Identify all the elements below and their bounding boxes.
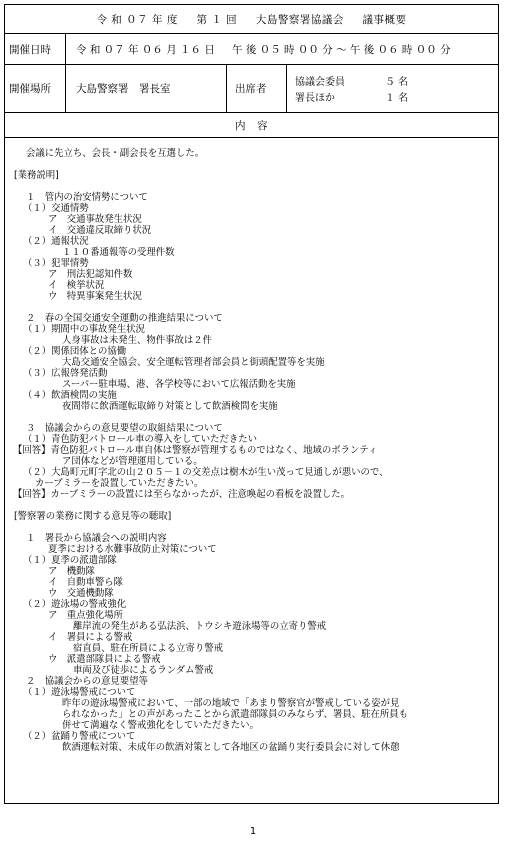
- body-line: ２ 春の全国交通安全運動の推進結果について: [26, 313, 223, 324]
- body-line: ウ 交通機動隊: [48, 588, 114, 599]
- body-line: （１）交通情勢: [23, 203, 89, 214]
- body-line: イ 署員による警戒: [48, 632, 133, 643]
- body-line: （２）大島町元町字北の山２０５－１の交差点は樹木が生い茂って見通しが悪いので、: [23, 467, 389, 478]
- attendee-role: 協議会委員: [295, 77, 345, 88]
- attendee-count: ５ 名: [385, 77, 409, 88]
- page-number: 1: [249, 826, 257, 837]
- body-line: 【回答】カーブミラーの設置には至らなかったが、注意喚起の看板を設置した。: [13, 489, 351, 500]
- place-value: 大島警察署 署長室: [66, 65, 227, 112]
- section-heading: [警察署の業務に関する意見等の聴取]: [14, 511, 172, 522]
- document-title: 令 和 ０７ 年 度 第 １ 回 大島警察署協議会 議事概要: [96, 13, 407, 26]
- body-line: （３）広報啓発活動: [23, 368, 108, 379]
- body-line: １ 管内の治安情勢について: [26, 192, 148, 203]
- body-line: ア 機動隊: [48, 566, 95, 577]
- body-line: カーブミラーを設置していただきたい。: [35, 478, 204, 489]
- body-line: 離岸流の発生がある弘法浜、トウシキ遊泳場等の立寄り警戒: [73, 621, 327, 632]
- body-line: （４）飲酒検問の実施: [23, 390, 117, 401]
- body-line: ア 刑法犯認知件数: [48, 269, 133, 280]
- body-line: ア団体などが管理運用している。: [62, 456, 203, 467]
- body-line: られなかった」との声があったことから派遣部隊員のみならず、署員、駐在所員も: [62, 709, 409, 720]
- body-line: ２ 協議会からの意見要望等: [26, 676, 148, 687]
- body-line: １１０番通報等の受理件数: [62, 247, 175, 258]
- place-label: 開催場所: [5, 65, 66, 112]
- body-line: （１）夏季の派遣部隊: [23, 555, 117, 566]
- body-line: イ 検挙状況: [48, 280, 105, 291]
- body-line: （１）遊泳場警戒について: [23, 687, 136, 698]
- attendees-label: 出席者: [227, 65, 287, 112]
- place-row: [5, 65, 498, 113]
- body-line: （２）盆踊り警戒について: [23, 731, 136, 742]
- content-heading: 内 容: [235, 119, 268, 132]
- body-line: （２）通報状況: [23, 236, 89, 247]
- body-line: イ 自動車警ら隊: [48, 577, 124, 588]
- body-line: （１）青色防犯パトロール車の導入をしていただきたい: [23, 434, 258, 445]
- body-line: 夜間帯に飲酒運転取締り対策として飲酒検問を実施: [62, 401, 278, 412]
- body-line: ウ 特異事案発生状況: [48, 291, 142, 302]
- body-line: 併せて満遍なく警戒強化をしていただきたい。: [62, 720, 259, 731]
- date-value: 令 和 ０７ 年 ０６ 月 １６ 日 午 後 ０５ 時 ００ 分 ～ 午 後 ０６ 時 ００ 分: [76, 43, 451, 56]
- body-line: 飲酒運転対策、未成年の飲酒対策として各地区の盆踊り実行委員会に対して休憩: [62, 742, 400, 753]
- body-line: ア 交通事故発生状況: [48, 214, 142, 225]
- document-table: [4, 4, 499, 804]
- body-line: 昨年の遊泳場警戒において、一部の地域で「あまり警察官が警戒している姿が見: [62, 698, 400, 709]
- date-label: 開催日時: [5, 34, 66, 64]
- body-line: 人身事故は未発生、物件事故は２件: [62, 335, 213, 346]
- body-line: ３ 協議会からの意見要望の取組結果について: [26, 423, 223, 434]
- body-line: （２）遊泳場の警戒強化: [23, 599, 127, 610]
- body-line: スーパー駐車場、港、各学校等において広報活動を実施: [62, 379, 296, 390]
- body-line: （１）期間中の事故発生状況: [23, 324, 145, 335]
- attendees-list: [287, 65, 498, 112]
- attendee-count: １ 名: [385, 93, 409, 104]
- content-header-row: [5, 113, 498, 138]
- body-line: 宿直員、駐在所員による立寄り警戒: [73, 643, 224, 654]
- body-line: （２）関係団体との協働: [23, 346, 127, 357]
- body-line: 大島交通安全協会、安全運転管理者部会員と街頭配置等を実施: [62, 357, 325, 368]
- body-line: 車両及び徒歩によるランダム警戒: [73, 665, 214, 676]
- title-row: [5, 5, 498, 34]
- body-line: 会議に先立ち、会長・副会長を互選した。: [26, 148, 205, 159]
- body-line: 夏季における水難事故防止対策について: [48, 544, 217, 555]
- body-line: イ 交通違反取締り状況: [48, 225, 152, 236]
- date-row: [5, 34, 498, 65]
- attendee-role: 署長ほか: [295, 93, 335, 104]
- body-line: １ 署長から協議会への説明内容: [26, 533, 167, 544]
- body-line: ア 重点強化場所: [48, 610, 124, 621]
- section-heading: [業務説明]: [14, 170, 59, 181]
- minutes-body: [5, 138, 498, 803]
- body-line: （３）犯罪情勢: [23, 258, 89, 269]
- body-line: 【回答】青色防犯パトロール車自体は警察が管理するものではなく、地域のボランティ: [13, 445, 378, 456]
- body-line: ウ 派遣部隊員による警戒: [48, 654, 161, 665]
